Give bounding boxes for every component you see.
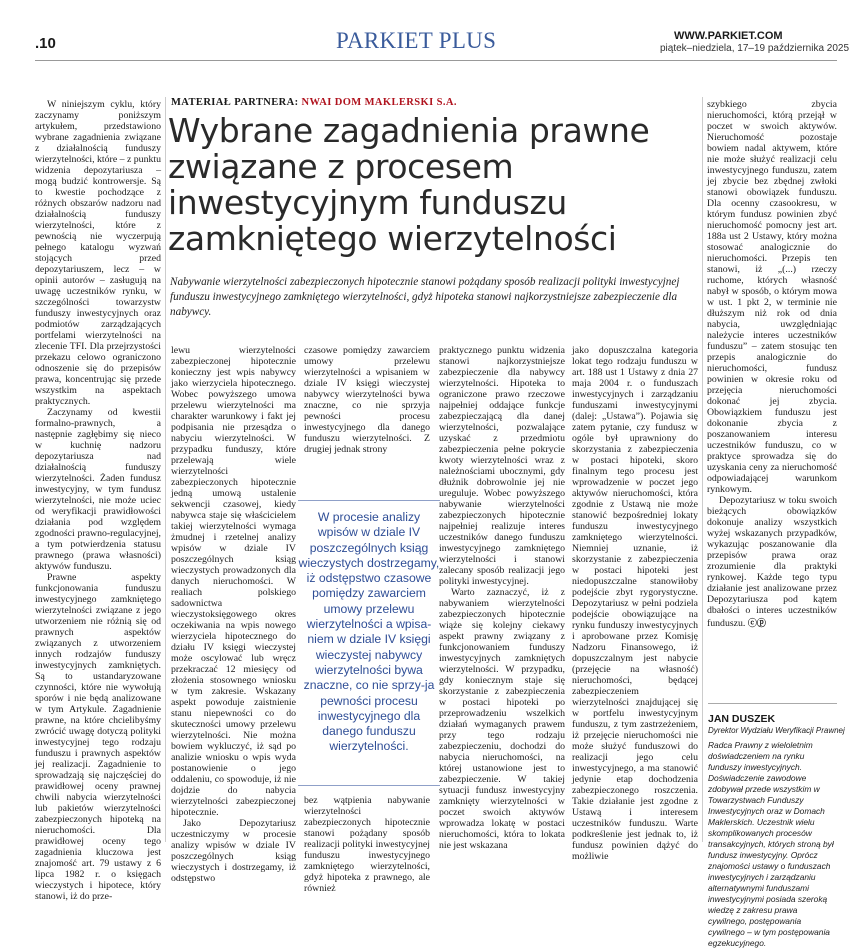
column-divider xyxy=(165,97,166,842)
column-3-top xyxy=(304,345,430,465)
column-divider xyxy=(702,97,703,842)
end-mark-icon: ⓒⓟ xyxy=(747,618,766,628)
partner-prefix: MATERIAŁ PARTNERA: xyxy=(171,97,302,108)
page-number: .10 xyxy=(35,35,56,52)
paragraph: praktycznego punktu widzenia stanowi najkorzystniejsze zabezpieczenie dla nabywcy wierzytelności. Hipoteka to ograniczone prawo rzeczowe najpełniej oddające funkcje zabezpieczającą dla danej wierzytelności, pozwalające uzyskać z przedmiotu zabezpieczenia pełne pokrycie kwoty wierzytelności wraz z należnościami ubocznymi, gdy dłużnik dobrowolnie jej nie ureguluje. Wobec powyższego nabywanie wierzytelności zabezpieczonych hipotecznie najpełniej realizuje interes uczestników danego funduszu inwestycyjnego zamkniętego wierzytelności i stanowi zalecany sposób realizacji jego polityki inwestycyjnej. xyxy=(439,345,565,587)
pull-quote-rule-top xyxy=(298,500,440,501)
column-4 xyxy=(439,345,565,851)
paragraph: czasowe pomiędzy zawarciem umowy przelewu wierzytelności a wpisaniem w dziale IV księgi wieczystej nabywcy wierzytelności bywa znaczne, co nie sprzyja pewności procesu inwestycyjnego dla danego funduszu wierzytelności. Z drugiej jednak strony xyxy=(304,345,430,455)
paragraph: Zaczynamy od kwestii formalno-prawnych, a następnie zagłębimy się nieco w kuchnię nadzoru depozytariusza nad działalnością funduszy wierzytelności. Żaden fundusz inwestycyjny, w tym fundusz wierzytelności, nie może uciec od weryfikacji prawidłowości działania pod względem zgodności prawno-regulacyjnej, a tym potwierdzenia statusu prawnego (prawa własności) aktywów funduszu. xyxy=(35,407,161,572)
column-2 xyxy=(171,345,296,884)
column-5 xyxy=(572,345,698,862)
paragraph-text: Depozytariusz w toku swoich bieżących obowiązków dokonuje analizy wszystkich wyżej wskazanych przypadków, wykazując poszanowanie dla przepisów prawa oraz zrozumienie dla praktyki rynkowej. Każde tego typu działanie jest analizowane przez Depozytariusza pod kątem dbałości o interes uczestników funduszu. xyxy=(707,495,837,629)
author-name: JAN DUSZEK xyxy=(708,713,776,725)
paragraph xyxy=(707,495,837,629)
author-bio: Radca Prawny z wieloletnim doświadczeniem na rynku funduszy inwestycyjnych. Doświadczenie zawodowe zdobywał przede wszystkim w Towarzystwach Funduszy Inwestycyjnych oraz w Domach Maklerskich. Uczestnik wielu skomplikowanych procesów transakcyjnych, których stroną był fundusz inwestycyjny. Oprócz znajomości ustawy o funduszach inwestycyjnych i zarządzaniu alternatywnymi funduszami inwestycyjnymi posiada szeroką wiedzę z zakresu prawa cywilnego, postępowania cywilnego – w tym postępowania egzekucyjnego. xyxy=(708,740,834,948)
partner-label xyxy=(171,97,457,108)
article-lead: Nabywanie wierzytelności zabezpieczonych hipotecznie stanowi pożądany sposób realizacji polityki inwestycyjnej funduszu inwestycyjnego zamkniętego wierzytelności, gdyż hipoteka stanowi najkorzystniejsze zabezpieczenie dla nabywcy. xyxy=(170,276,680,318)
header-divider xyxy=(35,60,837,61)
paragraph: szybkiego zbycia nieruchomości, którą przejął w poczet w swoich aktywów. Nieruchomość pozostaje bowiem nadal aktywem, które nie może służyć realizacji celu inwestycyjnego funduszu, zatem jej zbycie bez zbędnej zwłoki stanowi obowiązek funduszu. Dla ocenny czasookresu, w którym fundusz powinien zbyć nieruchomość pomocny jest art. 188a ust 2 Ustawy, który można stosować analogicznie do nieruchomości. Przepis ten stanowi, iż „(...) rzeczy ruchome, których własność nabył w sposób, o którym mowa w ust. 1 pkt 2, w terminie nie dłuższym niż rok od dnia nabycia, uwzględniając należycie interes uczestników funduszu” – zatem stosując ten przepis analogicznie do nieruchomości, fundusz powinien w okresie roku od przejęcia nieruchomości dokonać jej zbycia. Obowiązkiem funduszu jest dokonanie zbycia z poszanowaniem interesu uczestników funduszu, co w praktyce sprowadza się do uzyskania ceny za nieruchomość odpowiadającej warunkom rynkowym. xyxy=(707,99,837,495)
column-3-bottom xyxy=(304,795,430,894)
author-role: Dyrektor Wydziału Weryfikacji Prawnej xyxy=(708,726,845,735)
article-title: Wybrane zagadnienia prawne związane z procesem inwestycyjnym funduszu zamkniętego wierzytelności xyxy=(168,111,650,258)
paragraph: bez wątpienia nabywanie wierzytelności zabezpieczonych hipotecznie stanowi pożądany sposób realizacji polityki inwestycyjnej funduszu inwestycyjnego zamkniętego wierzytelności, gdyż hipoteka z prawnego, ale również xyxy=(304,795,430,894)
paragraph: W niniejszym cyklu, który zaczynamy poniższym artykułem, przedstawiono wybrane zagadnienia związane z działalnością funduszy wierzytelności, które – z punktu widzenia depozytariusza – mogą budzić kontrowersje. Są to kwestie pochodzące z różnych obszarów nadzoru nad działalnością funduszy wierzytelności, które z pewnością nie wyczerpują pełnego katalogu wyzwań stojących przed depozytariuszem, lecz – w opinii autorów – zasługują na uwagę uczestników rynku, w szczególności towarzystw funduszy inwestycyjnych oraz podmiotów zarządzających portfelami wierzytelności na zlecenie TFI. Dla przejrzystości przekazu celowo ograniczono odnoszenie się do przepisów prawa, koncentrując się przede wszystkim na aspektach praktycznych. xyxy=(35,99,161,407)
section-title: PARKIET PLUS xyxy=(336,28,497,53)
pull-quote: W procesie analizy wpisów w dziale IV poszczególnych ksiąg wieczystych dostrzegamy, iż odstępstwo czasowe pomiędzy zawarciem umowy przelewu wierzytelności a wpisa-niem w dziale IV księgi wieczystej nabywcy wierzytelności bywa znaczne, co nie sprzy-ja pewności procesu inwestycyjnego dla danego funduszu wierzytelności. xyxy=(298,510,440,754)
partner-name: NWAI DOM MAKLERSKI S.A. xyxy=(301,97,457,108)
paragraph: Jako Depozytariusz uczestniczymy w procesie analizy wpisów w dziale IV poszczególnych ksiąg wieczystych i dostrzegamy, iż odstępstwo xyxy=(171,818,296,884)
pull-quote-rule-bottom xyxy=(298,785,440,786)
site-url[interactable]: WWW.PARKIET.COM xyxy=(674,30,783,42)
column-6 xyxy=(707,99,837,684)
paragraph: jako dopuszczalna kategoria lokat tego rodzaju funduszu w art. 188 ust 1 Ustawy z dnia 27 maja 2004 r. o funduszach inwestycyjnych i zarządzaniu funduszami inwestycyjnymi (dalej: „Ustawa”). Pojawia się zatem pytanie, czy fundusz w ogóle był uprawniony do skorzystania z zabezpieczenia w postaci hipoteki, skoro finalnym tego procesu jest wprowadzenie w poczet jego aktywów nieruchomości, która zgodnie z Ustawą nie może stanowić bezpośredniej lokaty funduszu inwestycyjnego zamkniętego wierzytelności. Niemniej uznanie, iż skorzystanie z zabezpieczenia w postaci hipoteki jest niedopuszczalne stanowiłoby podejście zbyt rygorystyczne. Depozytariusz w pełni podziela podejście obowiązujące na rynku funduszy inwestycyjnych i aprobowane przez Komisję Nadzoru Finansowego, iż dopuszczalnym jest nabycie (przejęcie na własność) nieruchomości, będącej zabezpieczeniem wierzytelności znajdującej się w portfelu inwestycyjnym funduszu, z tym zastrzeżeniem, iż przejęcie nieruchomości nie może służyć funduszowi do realizacji jego celu inwestycyjnego, a ma stanowić jedynie etap dochodzenia zabezpieczonego roszczenia. Takie działanie jest zgodne z Ustawą i interesem uczestników funduszu. Warte podkreślenie jest jednak to, iż fundusz powinien dążyć do możliwie xyxy=(572,345,698,862)
paragraph: Warto zaznaczyć, iż z nabywaniem wierzytelności zabezpieczonych hipotecznie wiąże się kolejny ciekawy aspekt prawny związany z funkcjonowaniem funduszy inwestycyjnych zamkniętych wierzytelności. W przypadku, gdy koniecznym staje się skorzystanie z zabezpieczenia w postaci hipoteki po przeprowadzeniu wszelkich działań wymaganych prawem przy tego rodzaju zabezpieczeniu, dochodzi do nabycia nieruchomości, na której ustanowione jest to zabezpieczenie. W takiej sytuacji fundusz inwestycyjny zamknięty wierzytelności w poczet swoich aktywów wprowadza lokatę w postaci nieruchomości, która to lokata nie jest wskazana xyxy=(439,587,565,851)
issue-date: piątek–niedziela, 17–19 października 2025 xyxy=(660,43,850,54)
author-divider xyxy=(708,703,837,704)
paragraph: lewu wierzytelności zabezpieczonej hipotecznie konieczny jest wpis nabywcy jako wierzyciela hipotecznego. Wobec powyższego umowa przelewu wierzytelności ma charakter warunkowy i fakt jej podpisania nie przesądza o nabyciu wierzytelności. W przypadku funduszy, które przelewają wiele wierzytelności zabezpieczonych hipotecznie jedną umową ustalenie sekwencji czasowej, kiedy nabywca staje się właścicielem takiej wierzytelności wymaga żmudnej i rzetelnej analizy wpisów w dziale IV poszczególnych ksiąg wieczystych prowadzonych dla danych nieruchomości. W realiach polskiego sadownictwa wieczystoksięgowego okres oczekiwania na wpis nowego wierzyciela hipotecznego do działu IV księgi wieczystej może oscylować lub wręcz przekraczać 12 miesięcy od złożenia stosownego wniosku w tym zakresie. Wskazany aspekt powoduje zaistnienie stanu niepewności co do skuteczności umowy przelewu wierzytelności. Nie można bowiem wykluczyć, iż sąd po analizie wniosku o wpis wyda postanowienie o jego oddaleniu, co spowoduje, iż nie dojdzie do nabycia wierzytelności zabezpieczonej hipotecznie. xyxy=(171,345,296,818)
column-1 xyxy=(35,99,161,902)
paragraph: Prawne aspekty funkcjonowania funduszu inwestycyjnego zamkniętego wierzytelności związane z jego utworzeniem nie różnią się od prawnych aspektów związanych z utworzeniem innych rodzajów funduszy inwestycyjnych zamkniętych. Są to ustandaryzowane czynności, które nie wywołują sporów i nie będą analizowane w tym Artykule. Zagadnienie prawne, na które chcielibyśmy zwrócić uwagę dotyczą polityki inwestycyjnej tego rodzaju funduszu i prawnych aspektów jej realizacji. Zagadnienie to sprowadzają się najczęściej do prawidłowej oceny prawnej chwili nabycia wierzytelności lub pakietów wierzytelności zabezpieczonych hipoteką na nieruchomości. Dla prawidłowej oceny tego zagadnienia kluczowa jest znajomość art. 79 ustawy z 6 lipca 1982 r. o księgach wieczystych i hipotece, który stanowi, iż do prze- xyxy=(35,572,161,902)
